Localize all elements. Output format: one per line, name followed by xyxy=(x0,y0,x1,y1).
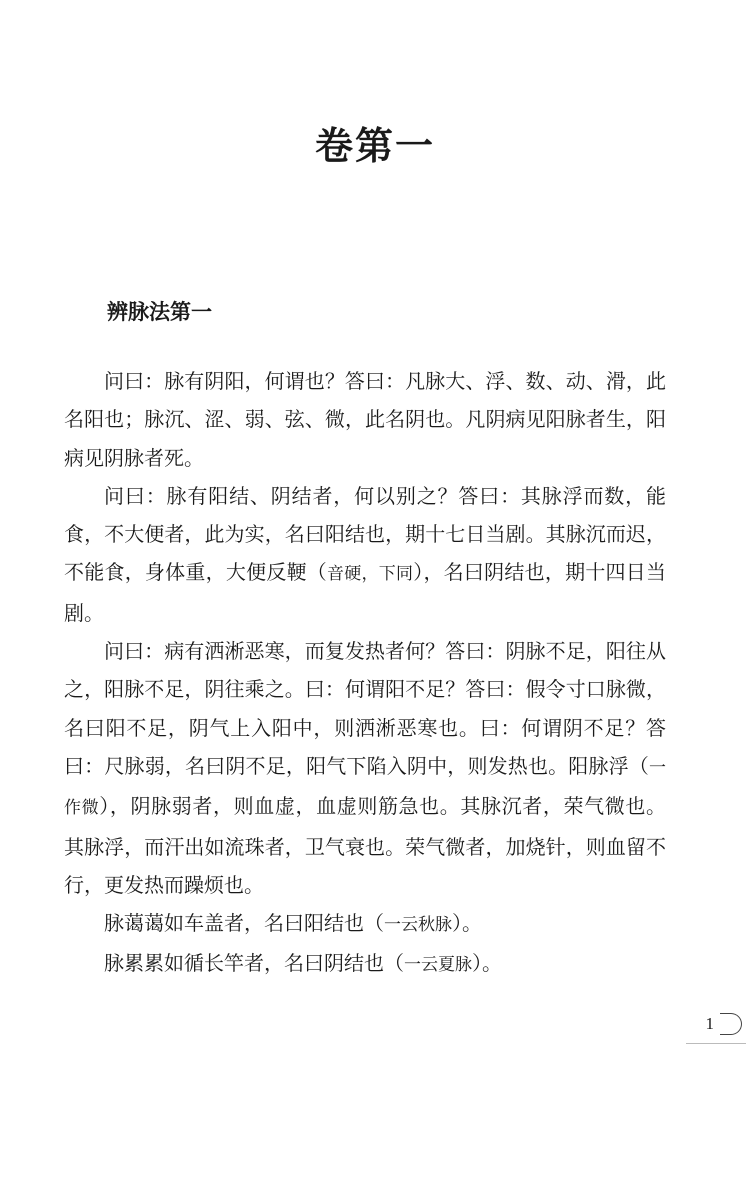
paragraph-text: 问曰：脉有阳结、阴结者，何以别之？答曰：其脉浮而数，能食，不大便者，此为实，名曰阳结也，期十七日当剧。其脉沉而迟，不能食，身体重，大便反鞕（ xyxy=(64,483,666,585)
page-number-block xyxy=(706,1013,743,1035)
annotation-note: 一云秋脉 xyxy=(384,915,452,936)
paragraph-text: 问曰：病有洒淅恶寒，而复发热者何？答曰：阴脉不足，阳往从之，阳脉不足，阴往乘之。曰：何谓阳不足？答曰：假令寸口脉微，名曰阳不足，阴气上入阳中，则洒淅恶寒也。曰：何谓阴不足？答曰：尺脉弱，名曰阴不足，阳气下陷入阴中，则发热也。阳脉浮（ xyxy=(64,639,666,778)
volume-title: 卷第一 xyxy=(314,124,435,168)
paragraph-tail: ），阴脉弱者，则血虚，血虚则筋急也。其脉沉者，荣气微也。其脉浮，而汗出如流珠者，卫气衰也。荣气微者，加烧针，则血留不行，更发热而躁烦也。 xyxy=(64,794,667,897)
paragraph-tail: ）。 xyxy=(472,951,502,976)
section-title: 辨脉法第一 xyxy=(107,300,212,324)
paragraph-5 xyxy=(64,944,666,984)
annotation-note: 一作微 xyxy=(64,757,666,819)
annotation-note: 音硬，下同 xyxy=(327,564,414,585)
paragraph-text: 脉累累如循长竿者，名曰阴结也（ xyxy=(104,951,404,976)
page-number: 1 xyxy=(705,1014,714,1033)
paragraph-text: 脉蔼蔼如车盖者，名曰阳结也（ xyxy=(104,911,384,936)
paragraph-1 xyxy=(64,362,666,477)
annotation-note: 一云夏脉 xyxy=(404,955,472,976)
page-corner-rule xyxy=(686,1043,746,1044)
paragraph-tail: ），名曰阴结也，期十四日当剧。 xyxy=(64,560,667,625)
body-text xyxy=(64,362,666,985)
paragraph-text: 问曰：脉有阴阳，何谓也？答曰：凡脉大、浮、数、动、滑，此名阳也；脉沉、涩、弱、弦、微，此名阴也。凡阴病见阳脉者生，阳病见阴脉者死。 xyxy=(64,369,666,470)
page-corner-ornament-icon xyxy=(720,1013,742,1035)
paragraph-3 xyxy=(64,632,666,904)
paragraph-tail: ）。 xyxy=(452,911,482,936)
paragraph-4 xyxy=(64,904,666,944)
paragraph-2 xyxy=(64,477,666,632)
